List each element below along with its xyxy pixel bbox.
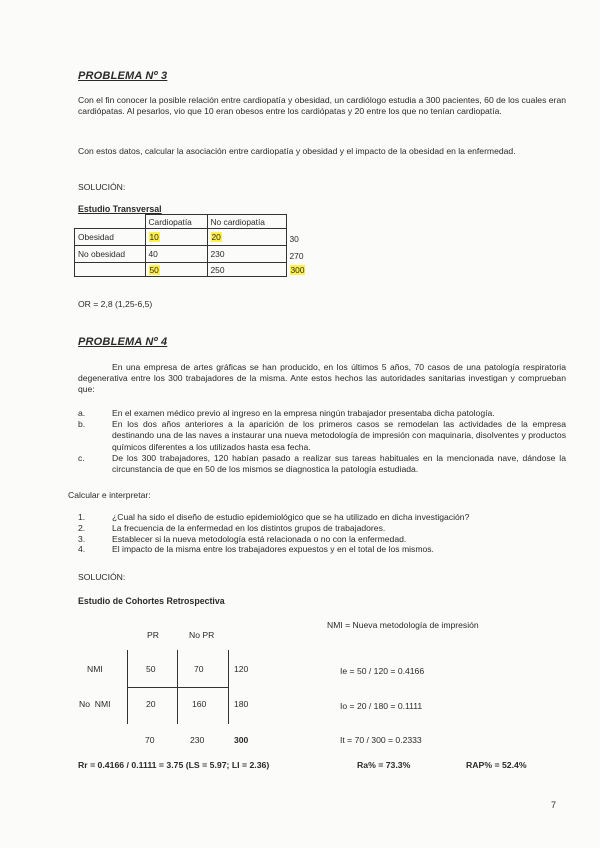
row-total-no-nmi: 180 — [234, 699, 249, 709]
page-number: 7 — [551, 800, 557, 810]
problem4-title: PROBLEMA Nº 4 — [78, 336, 168, 348]
grand-total: 300 — [234, 735, 249, 745]
fact-marker: b. — [78, 419, 86, 430]
problem4-study-title: Estudio de Cohortes Retrospectiva — [78, 596, 225, 606]
grid-horizontal-mid — [127, 687, 228, 688]
table-cell-highlighted: 10 — [149, 232, 159, 242]
col-total-no-pr: 230 — [190, 735, 205, 745]
fact-marker: c. — [78, 452, 85, 463]
problem3-solution-label: SOLUCIÓN: — [78, 182, 126, 192]
cell-nmi-pr: 50 — [146, 664, 156, 674]
table-cell-highlighted: 300 — [290, 264, 305, 275]
table-header-total — [286, 215, 319, 229]
fact-text: En los dos años anteriores a la aparición de los primeros casos se remodelan las actividades de la empresa destinando una de las naves a instaurar una nueva metodología de impresión con maquinaria, disolventes y productos químicos diferentes a los utilizados hasta esa fecha. — [112, 419, 566, 452]
cell-no-nmi-no-pr: 160 — [192, 699, 207, 709]
row-label-no-nmi: No NMI — [79, 699, 111, 709]
list-item — [78, 544, 558, 555]
table-row-total: 270 — [289, 251, 304, 261]
question-number: 3. — [78, 533, 86, 544]
table-row — [75, 229, 320, 246]
cell-nmi-no-pr: 70 — [194, 664, 204, 674]
question-number: 1. — [78, 512, 86, 522]
table-row-label: No obesidad — [75, 246, 146, 263]
table-cell-highlighted: 20 — [211, 232, 221, 242]
list-item — [78, 523, 558, 534]
row-label-nmi: NMI — [87, 664, 103, 674]
relative-risk: Rr = 0.4166 / 0.1111 = 3.75 (LS = 5.97; LI = 2.36) — [78, 760, 270, 770]
table-row-label: Obesidad — [75, 229, 146, 246]
calc-label: Calcular e interpretar: — [68, 490, 151, 500]
problem3-paragraph-2: Con estos datos, calcular la asociación entre cardiopatía y obesidad y el impacto de la obesidad en la enfermedad. — [78, 146, 516, 156]
problem3-study-title: Estudio Transversal — [78, 204, 162, 214]
facts-list — [78, 408, 566, 475]
question-text: La frecuencia de la enfermedad en los distintos grupos de trabajadores. — [112, 522, 386, 533]
question-text: El impacto de la misma entre los trabajadores expuestos y en el total de los mismos. — [112, 544, 434, 555]
nmi-definition: NMI = Nueva metodología de impresión — [327, 620, 479, 630]
table-cell: 230 — [207, 246, 286, 263]
row-total-nmi: 120 — [234, 664, 249, 674]
problem4-intro: En una empresa de artes gráficas se han producido, en los últimos 5 años, 70 casos de una patología respiratoria degenerativa entre los 300 trabajadores de la misma. Ante estos hechos las autoridades sanitarias investigan y comprueban que: — [78, 362, 566, 395]
table-row — [75, 246, 320, 263]
question-text: ¿Cual ha sido el diseño de estudio epidemiológico que se ha utilizado en dicha investigación? — [112, 512, 470, 522]
problem3-paragraph-1: Con el fin conocer la posible relación entre cardiopatía y obesidad, un cardiólogo estudia a 300 pacientes, 60 de los cuales eran cardiópatas. Al pesarlos, vio que 10 eran obesos entre los cardiópatas y 20 entre los que no tenían cardiopatía. — [78, 95, 566, 117]
col-header-pr: PR — [147, 630, 159, 640]
table-row-label — [75, 263, 146, 277]
table-cell: 40 — [145, 246, 207, 263]
fact-text: De los 300 trabajadores, 120 habían pasado a realizar sus tareas habituales en la mencionada nave, dándose la circunstancia de que en 50 de los mismos se diagnostica la patología estudiada. — [112, 452, 566, 475]
table-row-total: 30 — [289, 234, 299, 244]
table-cell-highlighted: 50 — [149, 264, 159, 275]
cell-no-nmi-pr: 20 — [146, 699, 156, 709]
list-item — [78, 453, 566, 475]
formula-ie: Ie = 50 / 120 = 0.4166 — [340, 666, 425, 676]
table-corner — [75, 215, 146, 229]
col-header-no-pr: No PR — [189, 630, 215, 640]
grid-vertical-right — [228, 650, 229, 724]
question-text: Establecer si la nueva metodología está relacionada o no con la enfermedad. — [112, 533, 407, 544]
problem3-title: PROBLEMA Nº 3 — [78, 70, 168, 82]
population-attributable-risk: RAP% = 52.4% — [466, 760, 527, 770]
question-number: 2. — [78, 522, 86, 533]
list-item — [78, 512, 558, 523]
list-item — [78, 534, 558, 545]
list-item — [78, 408, 566, 419]
formula-it: It = 70 / 300 = 0.2333 — [340, 735, 422, 745]
fact-text: En el examen médico previo al ingreso en la empresa ningún trabajador presentaba dicha patología. — [112, 408, 495, 418]
question-number: 4. — [78, 544, 86, 555]
questions-list — [78, 512, 558, 555]
list-item — [78, 419, 566, 453]
col-total-pr: 70 — [145, 735, 155, 745]
table-header-cell: No cardiopatía — [207, 215, 286, 229]
table-row — [75, 263, 320, 277]
fact-marker: a. — [78, 408, 86, 418]
formula-io: Io = 20 / 180 = 0.1111 — [340, 701, 423, 711]
table-header-row — [75, 215, 320, 229]
odds-ratio: OR = 2,8 (1,25-6,5) — [78, 299, 153, 309]
table-header-cell: Cardiopatía — [145, 215, 207, 229]
problem4-solution-label: SOLUCIÓN: — [78, 572, 126, 582]
table-cell: 250 — [207, 263, 286, 277]
contingency-table — [74, 214, 320, 277]
attributable-risk: Ra% = 73.3% — [357, 760, 411, 770]
